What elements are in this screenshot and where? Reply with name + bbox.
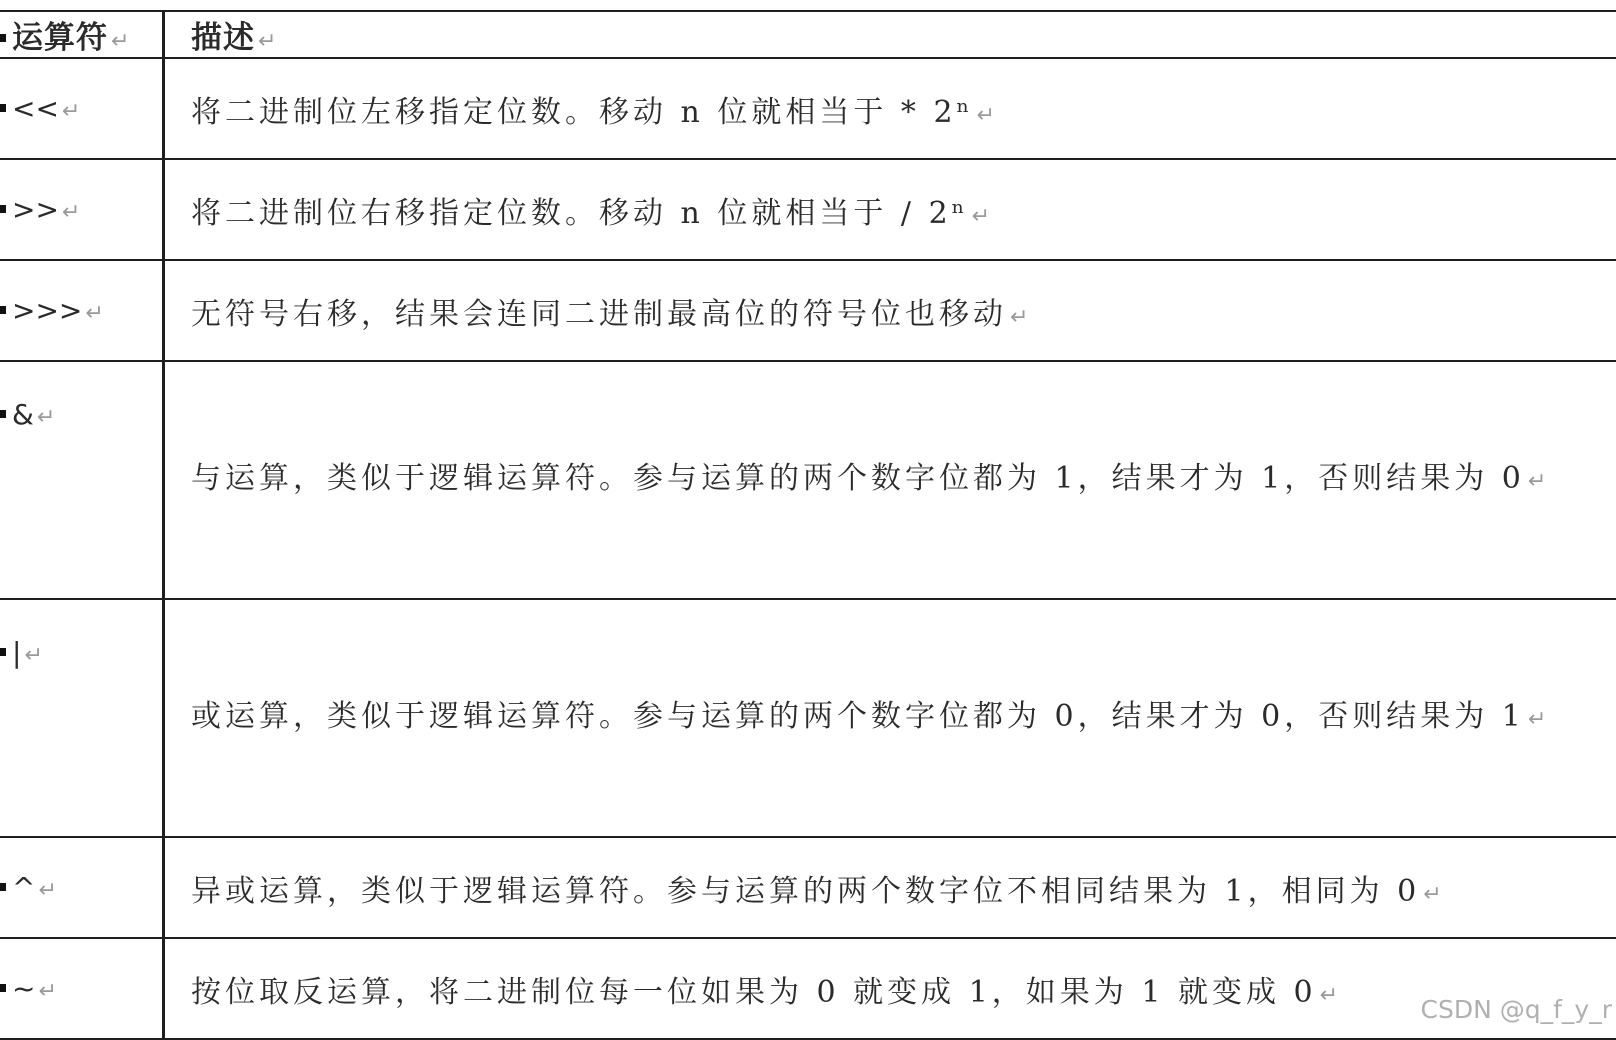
operator-cell bbox=[0, 938, 164, 1039]
description-cell bbox=[164, 837, 1616, 938]
operator-cell bbox=[0, 837, 164, 938]
paragraph-mark-icon: ↵ bbox=[111, 29, 129, 54]
paragraph-mark-icon: ↵ bbox=[1528, 707, 1546, 732]
table-row bbox=[0, 58, 1616, 159]
description-cell bbox=[164, 260, 1616, 361]
paragraph-mark-icon: ↵ bbox=[1010, 305, 1028, 330]
header-cell-operator bbox=[0, 11, 164, 58]
description-cell bbox=[164, 938, 1616, 1039]
header-description-label: 描述 bbox=[191, 20, 255, 56]
bullet-marker bbox=[0, 648, 6, 656]
paragraph-mark-icon: ↵ bbox=[85, 301, 103, 326]
operator-description: 无符号右移，结果会连同二进制最高位的符号位也移动 bbox=[191, 297, 1007, 332]
paragraph-mark-icon: ↵ bbox=[1320, 983, 1338, 1008]
table-row bbox=[0, 361, 1616, 599]
operator-description: 或运算，类似于逻辑运算符。参与运算的两个数字位都为 0，结果才为 0，否则结果为 1 bbox=[191, 699, 1525, 734]
bitwise-operator-table bbox=[0, 10, 1616, 1040]
header-operator-label: 运算符 bbox=[12, 20, 108, 56]
paragraph-mark-icon: ↵ bbox=[38, 878, 56, 903]
paragraph-mark-icon: ↵ bbox=[972, 204, 990, 229]
operator-description: 按位取反运算，将二进制位每一位如果为 0 就变成 1，如果为 1 就变成 0 bbox=[191, 975, 1317, 1010]
bullet-marker bbox=[0, 205, 6, 213]
csdn-watermark: CSDN @q_f_y_r bbox=[1421, 995, 1612, 1024]
operator-symbol: | bbox=[12, 636, 21, 669]
bullet-marker bbox=[0, 984, 6, 992]
operator-symbol: >> bbox=[12, 193, 59, 226]
operator-description: 异或运算，类似于逻辑运算符。参与运算的两个数字位不相同结果为 1，相同为 0 bbox=[191, 874, 1420, 909]
paragraph-mark-icon: ↵ bbox=[38, 979, 56, 1004]
table-row bbox=[0, 938, 1616, 1039]
table-row bbox=[0, 159, 1616, 260]
table-row bbox=[0, 260, 1616, 361]
paragraph-mark-icon: ↵ bbox=[37, 405, 55, 430]
description-cell bbox=[164, 58, 1616, 159]
operator-symbol: ^ bbox=[12, 871, 35, 904]
bullet-marker bbox=[0, 104, 6, 112]
operator-symbol: << bbox=[12, 92, 59, 125]
operator-description: 与运算，类似于逻辑运算符。参与运算的两个数字位都为 1，结果才为 1，否则结果为 0 bbox=[191, 461, 1525, 496]
table-header-row bbox=[0, 11, 1616, 58]
table-row bbox=[0, 837, 1616, 938]
operator-description: 将二进制位右移指定位数。移动 n 位就相当于 / 2ⁿ bbox=[191, 196, 969, 231]
operator-description: 将二进制位左移指定位数。移动 n 位就相当于 * 2ⁿ bbox=[191, 95, 974, 130]
operator-symbol: >>> bbox=[12, 294, 82, 327]
header-cell-description bbox=[164, 11, 1616, 58]
description-cell bbox=[164, 599, 1616, 837]
paragraph-mark-icon: ↵ bbox=[62, 200, 80, 225]
paragraph-mark-icon: ↵ bbox=[24, 643, 42, 668]
paragraph-mark-icon: ↵ bbox=[62, 99, 80, 124]
operator-symbol: & bbox=[12, 398, 34, 431]
paragraph-mark-icon: ↵ bbox=[1423, 882, 1441, 907]
operator-cell bbox=[0, 361, 164, 599]
paragraph-mark-icon: ↵ bbox=[977, 103, 995, 128]
paragraph-mark-icon: ↵ bbox=[258, 29, 276, 54]
description-cell bbox=[164, 159, 1616, 260]
paragraph-mark-icon: ↵ bbox=[1528, 469, 1546, 494]
operator-cell bbox=[0, 159, 164, 260]
bullet-marker bbox=[0, 34, 6, 42]
description-cell bbox=[164, 361, 1616, 599]
operator-cell bbox=[0, 260, 164, 361]
bullet-marker bbox=[0, 306, 6, 314]
operator-symbol: ~ bbox=[12, 972, 35, 1005]
operator-cell bbox=[0, 58, 164, 159]
operator-cell bbox=[0, 599, 164, 837]
bullet-marker bbox=[0, 883, 6, 891]
table-row bbox=[0, 599, 1616, 837]
bullet-marker bbox=[0, 410, 6, 418]
